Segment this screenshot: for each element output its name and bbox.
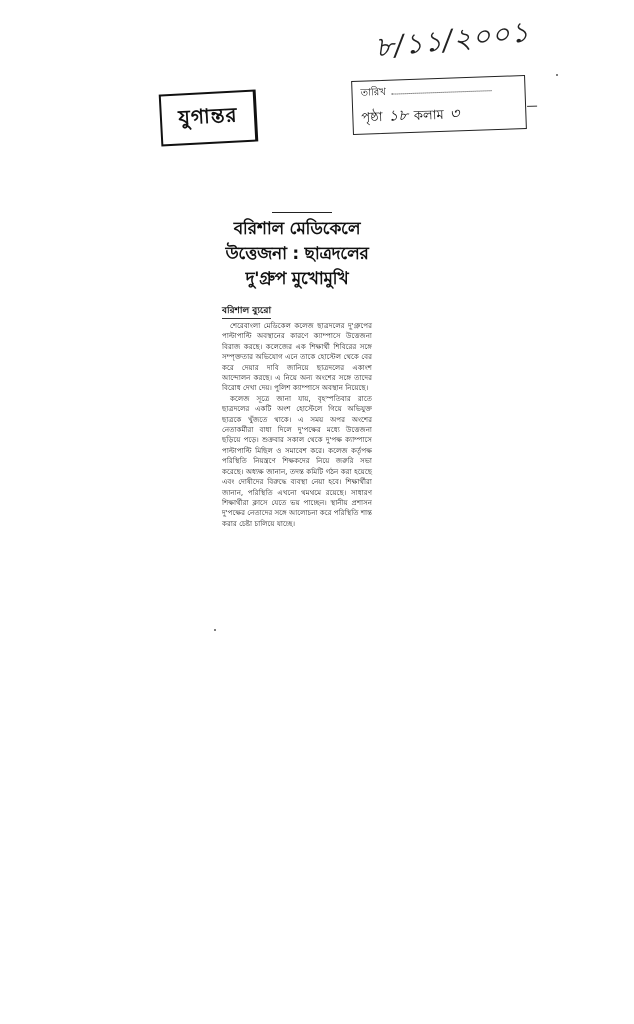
scan-speck (214, 629, 216, 631)
headline-line-1: বরিশাল মেডিকেলে (233, 219, 361, 239)
news-article (222, 212, 372, 529)
stamp-date-line (392, 82, 492, 94)
headline-line-2: উত্তেজনা : ছাত্রদলের (225, 244, 369, 264)
stamp-tick-mark (527, 106, 537, 107)
stamp-page-row (361, 102, 460, 130)
archive-stamp (351, 75, 527, 135)
scan-speck (556, 74, 558, 76)
stamp-date-row (360, 81, 492, 103)
article-byline: বরিশাল ব্যুরো (222, 303, 271, 319)
article-headline (222, 217, 372, 292)
handwritten-date: ৮/১১/২০০১ (373, 14, 532, 65)
stamp-page-value: ১৮ (388, 106, 409, 125)
article-body (222, 321, 372, 529)
headline-line-3: দু'গ্রুপ মুখোমুখি (245, 269, 349, 289)
newspaper-name-box (159, 89, 259, 146)
stamp-column-value: ৩ (449, 104, 460, 123)
newspaper-name: যুগান্তর (177, 101, 239, 130)
stamp-date-label: তারিখ (360, 86, 387, 99)
stamp-page-label: পৃষ্ঠা (361, 109, 383, 126)
stamp-column-label: কলাম (413, 107, 444, 124)
article-top-rule (272, 212, 332, 213)
article-paragraph-1: শেরেবাংলা মেডিকেল কলেজ ছাত্রদলের দু'গ্রুপের পাল্টাপাল্টি অবস্থানের কারণে ক্যাম্পাসে উত্তেজনা বিরাজ করছে। কলেজের এক শিক্ষার্থী শিবিরের সঙ্গে সম্পৃক্ততার অভিযোগ এনে তাকে হোস্টেল থেকে বের করে দেয়ার দাবি জানিয়ে ছাত্রদলের একাংশ আন্দোলন করছে। এ নিয়ে অন্য অংশের সঙ্গে তাদের বিরোধ দেখা দেয়। পুলিশ ক্যাম্পাসে অবস্থান নিয়েছে। (222, 321, 372, 393)
article-paragraph-2: কলেজ সূত্রে জানা যায়, বৃহস্পতিবার রাতে ছাত্রদলের একটি অংশ হোস্টেলে গিয়ে অভিযুক্ত ছাত্রকে খুঁজতে থাকে। এ সময় অপর অংশের নেতাকর্মীরা বাধা দিলে দু'পক্ষের মধ্যে উত্তেজনা ছড়িয়ে পড়ে। শুক্রবার সকাল থেকে দু'পক্ষ ক্যাম্পাসে পাল্টাপাল্টি মিছিল ও সমাবেশ করে। কলেজ কর্তৃপক্ষ পরিস্থিতি নিয়ন্ত্রণে শিক্ষকদের নিয়ে জরুরি সভা করেছে। অধ্যক্ষ জানান, তদন্ত কমিটি গঠন করা হয়েছে এবং দোষীদের বিরুদ্ধে ব্যবস্থা নেয়া হবে। শিক্ষার্থীরা জানান, পরিস্থিতি এখনো থমথমে রয়েছে। সাধারণ শিক্ষার্থীরা ক্লাসে যেতে ভয় পাচ্ছেন। স্থানীয় প্রশাসন দু'পক্ষের নেতাদের সঙ্গে আলোচনা করে পরিস্থিতি শান্ত করার চেষ্টা চালিয়ে যাচ্ছে। (222, 393, 373, 528)
